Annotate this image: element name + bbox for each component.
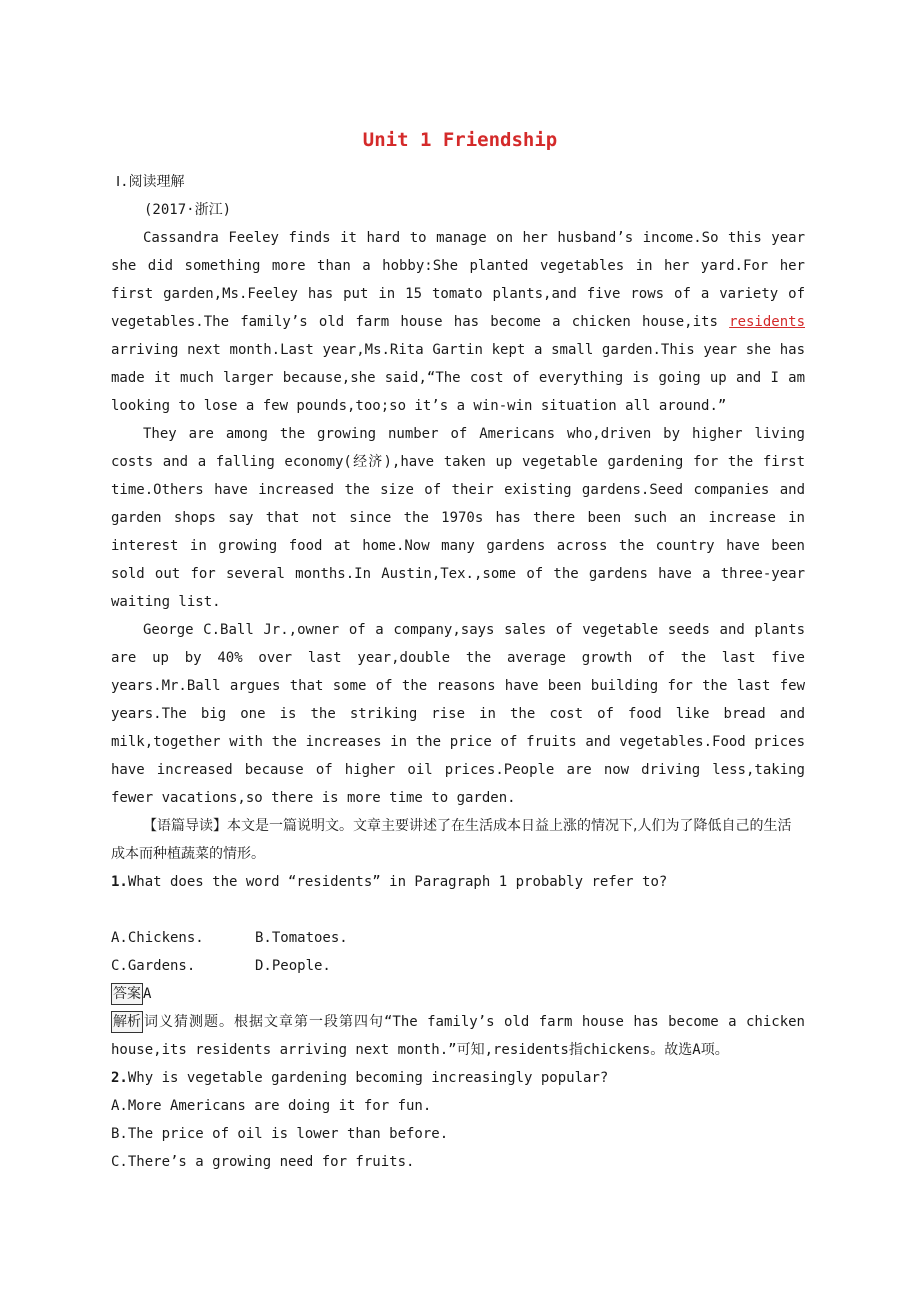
spacer <box>111 896 805 924</box>
passage-paragraph-3: George C.Ball Jr.,owner of a company,says sales of vegetable seeds and plants are up by 40% over last year,double the average growth of the last five years.Mr.Ball argues that some of the reasons have been building for the last few years.The big one is the striking rise in the cost of food like bread and milk,together with the increases in the price of fruits and vegetables.Food prices have increased because of higher oil prices.People are now driving less,taking fewer vacations,so there is more time to garden. <box>111 622 805 806</box>
question-1-options-row-1 <box>111 924 805 952</box>
question-2-text: Why is vegetable gardening becoming increasingly popular? <box>127 1070 609 1086</box>
passage-p1-after: arriving next month.Last year,Ms.Rita Gartin kept a small garden.This year she has made it much larger because,she said,“The cost of everything is going up and I am looking to lose a few pounds,too;so it’s a win-win situation all around.” <box>111 342 805 414</box>
section-heading: Ⅰ.阅读理解 <box>116 174 185 190</box>
question-1-options-row-2 <box>111 952 805 980</box>
question-2-number: 2. <box>111 1070 128 1086</box>
passage-p1-before: Cassandra Feeley finds it hard to manage on her husband’s income.So this year she did something more than a hobby:She planted vegetables in her yard.For her first garden,Ms.Feeley has put in 15 tomato plants,and five rows of a variety of vegetables.The family’s old farm house has become a chicken house,its <box>111 230 805 330</box>
question-2-stem <box>111 1064 805 1092</box>
reading-guide-tag: 【语篇导读】 <box>143 818 227 834</box>
reading-guide <box>111 812 805 868</box>
main-content <box>111 224 805 1176</box>
question-1-answer <box>111 980 805 1008</box>
question-1-explanation <box>111 1008 805 1064</box>
question-1-option-a: A.Chickens. <box>111 930 204 946</box>
question-2-option-a: A.More Americans are doing it for fun. <box>111 1098 432 1114</box>
question-2-option-c: C.There’s a growing need for fruits. <box>111 1154 415 1170</box>
question-1-option-b: B.Tomatoes. <box>255 930 348 946</box>
source-note: (2017·浙江) <box>144 202 232 218</box>
question-1-option-d: D.People. <box>255 958 331 974</box>
passage-paragraph-2: They are among the growing number of Americans who,driven by higher living costs and a falling economy(经济),have taken up vegetable gardening for the first time.Others have increased the size of their existing gardens.Seed companies and garden shops say that not since the 1970s has there been such an increase in interest in growing food at home.Now many gardens across the country have been sold out for several months.In Austin,Tex.,some of the gardens have a three-year waiting list. <box>111 426 805 610</box>
highlighted-word-residents: residents <box>729 314 805 330</box>
question-2-option-b: B.The price of oil is lower than before. <box>111 1126 449 1142</box>
answer-tag: 答案 <box>111 983 143 1005</box>
question-1-number: 1. <box>111 874 128 890</box>
explain-text: 词义猜测题。根据文章第一段第四句“The family’s old farm house has become a chicken house,its residents arriving next month.”可知,residents指chickens。故选A项。 <box>111 1014 805 1058</box>
page-title: Unit 1 Friendship <box>362 129 558 151</box>
answer-value: A <box>143 986 152 1002</box>
reading-guide-text: 本文是一篇说明文。文章主要讲述了在生活成本日益上涨的情况下,人们为了降低自己的生活成本而种植蔬菜的情形。 <box>111 818 792 862</box>
explain-tag: 解析 <box>111 1011 143 1033</box>
question-1-text: What does the word “residents” in Paragraph 1 probably refer to? <box>127 874 668 890</box>
passage-paragraph-1 <box>111 224 805 420</box>
question-1-option-c: C.Gardens. <box>111 958 196 974</box>
question-1-stem <box>111 868 805 896</box>
